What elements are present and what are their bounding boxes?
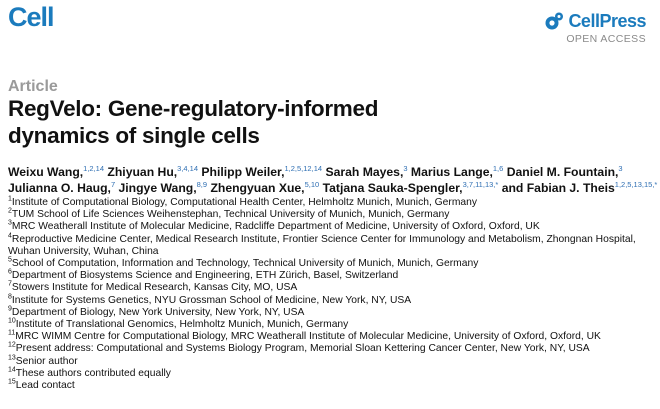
author[interactable] [201, 165, 322, 179]
affiliation [8, 343, 658, 355]
author[interactable] [323, 181, 499, 195]
author[interactable] [325, 165, 407, 179]
affiliation-text: MRC Weatherall Institute of Molecular Medicine, Radcliffe Department of Medicine, University of Oxford, Oxford, UK [11, 221, 540, 233]
affiliation-number: 12 [8, 342, 16, 350]
affiliation [8, 380, 658, 392]
affiliation [8, 368, 658, 380]
affiliation-text: Senior author [15, 355, 78, 367]
affiliation-text: Lead contact [15, 380, 75, 392]
author[interactable] [502, 181, 658, 195]
author[interactable] [8, 165, 104, 179]
author-name: Weixu Wang, [8, 165, 84, 179]
author-name: Marius Lange, [410, 165, 493, 179]
affiliation-number: 7 [8, 281, 12, 288]
author-name: Zhengyuan Xue, [210, 181, 305, 195]
affiliation [8, 258, 658, 270]
author-affiliation-sup: 8,9 [196, 179, 208, 189]
title-line-1: RegVelo: Gene-regulatory-informed [8, 96, 379, 121]
affiliation-number: 14 [8, 366, 16, 374]
author[interactable] [8, 181, 115, 195]
affiliation-number: 9 [8, 305, 12, 313]
author-name: Zhiyuan Hu, [107, 165, 178, 179]
open-access-label: OPEN ACCESS [566, 33, 646, 45]
affiliation-text: TUM School of Life Sciences Weihenstephan, Technical University of Munich, Munich, Germany [11, 209, 450, 221]
affiliation [8, 356, 658, 368]
affiliation [8, 295, 658, 307]
affiliation-number: 2 [8, 207, 12, 215]
article-title [8, 95, 648, 149]
author-name: Philipp Weiler, [201, 165, 285, 179]
author-affiliation-sup: 5,10 [304, 179, 320, 189]
affiliation [8, 221, 658, 233]
article-type: Article [8, 78, 58, 95]
affiliation-text: Department of Biosystems Science and Engineering, ETH Zürich, Basel, Switzerland [11, 270, 399, 282]
affiliation-number: 4 [8, 232, 12, 240]
author-affiliation-sup: 3 [403, 163, 408, 173]
affiliation-list [8, 197, 658, 392]
author-list [8, 164, 658, 196]
author-affiliation-sup: 1,2,14 [83, 163, 105, 173]
affiliation-text: School of Computation, Information and Technology, Technical University of Munich, Munich, Germany [11, 258, 479, 270]
author-affiliation-sup: 7 [110, 179, 116, 189]
affiliation-text: Reproductive Medicine Center, Medical Research Institute, Frontier Science Center for Immunology and Metabolism, Zhongnan Hospital, Wuhan University, Wuhan, China [8, 233, 636, 257]
publisher-block [543, 10, 646, 45]
affiliation-number: 5 [8, 256, 12, 264]
cellpress-logo-icon [543, 10, 565, 32]
author[interactable] [210, 181, 319, 195]
author[interactable] [507, 165, 623, 179]
author-name: and Fabian J. Theis [501, 181, 615, 195]
affiliation [8, 234, 658, 258]
affiliation [8, 282, 658, 294]
affiliation-text: Present address: Computational and Systems Biology Program, Memorial Sloan Kettering Cancer Center, New York, NY, USA [15, 343, 590, 355]
affiliation [8, 319, 658, 331]
author-affiliation-sup: 1,2,5,13,15,* [614, 179, 658, 189]
author[interactable] [119, 181, 208, 195]
affiliation [8, 307, 658, 319]
author-name: Daniel M. Fountain, [506, 165, 619, 179]
affiliation-number: 13 [8, 354, 16, 362]
title-line-2: dynamics of single cells [8, 123, 260, 148]
affiliation [8, 331, 658, 343]
affiliation-text: Stowers Institute for Medical Research, Kansas City, MO, USA [11, 282, 298, 294]
author-name: Sarah Mayes, [325, 165, 404, 179]
affiliation-number: 15 [8, 378, 16, 386]
affiliation-number: 8 [8, 293, 12, 301]
affiliation-number: 6 [8, 268, 12, 276]
journal-logo: Cell [8, 2, 54, 32]
author-affiliation-sup: 3 [618, 163, 623, 173]
affiliation-number: 11 [8, 329, 16, 337]
affiliation-text: Institute for Systems Genetics, NYU Grossman School of Medicine, New York, NY, USA [11, 294, 412, 306]
author[interactable] [411, 165, 503, 179]
affiliation-number: 1 [8, 195, 12, 203]
affiliation-text: Institute of Computational Biology, Computational Health Center, Helmholtz Munich, Munich, Germany [11, 197, 478, 208]
author-affiliation-sup: 1,6 [492, 163, 504, 173]
author-affiliation-sup: 1,2,5,12,14 [284, 163, 323, 173]
affiliation-text: Institute of Translational Genomics, Helmholtz Munich, Munich, Germany [15, 319, 349, 331]
affiliation-number: 3 [8, 219, 12, 227]
publisher-logo [543, 10, 646, 32]
author[interactable] [107, 165, 198, 179]
author-name: Tatjana Sauka-Spengler, [322, 181, 463, 195]
affiliation-text: MRC WIMM Centre for Computational Biology, MRC Weatherall Institute of Molecular Medicine, University of Oxford, Oxford, UK [15, 331, 601, 343]
author-name: Jingye Wang, [118, 181, 197, 195]
affiliation [8, 197, 658, 209]
affiliation-text: These authors contributed equally [15, 367, 171, 379]
author-name: Julianna O. Haug, [8, 181, 111, 195]
affiliation [8, 209, 658, 221]
affiliation-number: 10 [8, 317, 16, 325]
publisher-name: CellPress [568, 10, 646, 31]
affiliation [8, 270, 658, 282]
affiliation-text: Department of Biology, New York University, New York, NY, USA [11, 306, 305, 318]
author-affiliation-sup: 3,4,14 [177, 163, 199, 173]
author-affiliation-sup: 3,7,11,13,* [462, 179, 499, 189]
